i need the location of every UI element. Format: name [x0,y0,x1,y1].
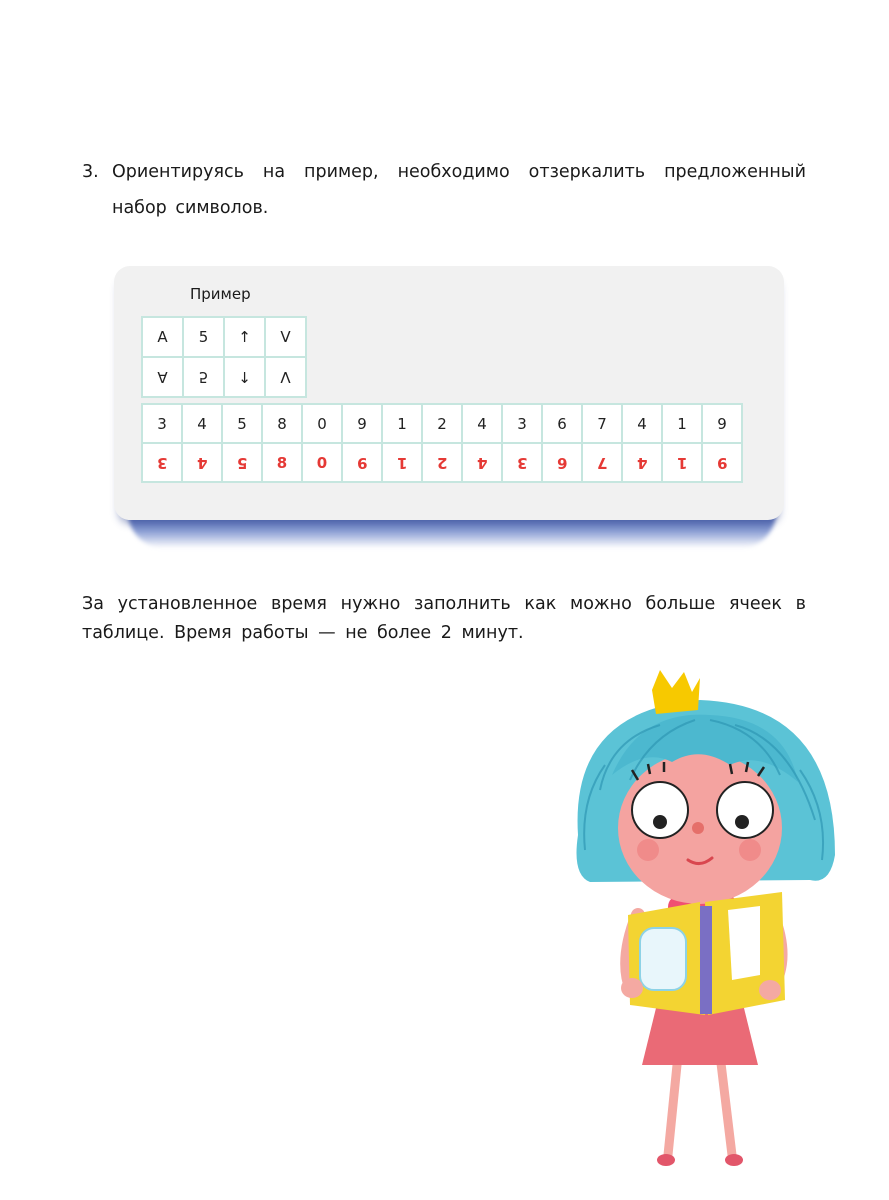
task-cell: 4 [462,404,502,443]
task-cell: 4 [182,404,222,443]
example-mirrored-cell: 5 [183,357,224,397]
task-number: 3. [82,162,99,182]
task-cell: 1 [382,404,422,443]
task-cell: 3 [502,404,542,443]
task-mirrored-cell: 4 [462,443,502,482]
task-instruction: Ориентируясь на пример, необходимо отзеркалить предложенный набор символов. [112,162,806,218]
task-cell: 3 [142,404,182,443]
girl-reading-book-illustration [560,670,850,1175]
task-cell: 4 [622,404,662,443]
task-mirrored-cell: 3 [502,443,542,482]
task-cell: 8 [262,404,302,443]
example-cell: 5 [183,317,224,357]
task-mirrored-cell: 2 [422,443,462,482]
task-cell: 9 [342,404,382,443]
task-mirrored-cell: 5 [222,443,262,482]
example-mirrored-cell: V [265,357,306,397]
example-grid [141,316,307,398]
task-mirrored-cell: 1 [662,443,702,482]
example-cell: ↑ [224,317,265,357]
task-grid [141,403,743,483]
task-cell: 9 [702,404,742,443]
task-mirrored-cell: 9 [342,443,382,482]
task-row-mirrored [142,443,742,482]
example-row-mirrored [142,357,306,397]
task-mirrored-cell: 4 [622,443,662,482]
example-cell: V [265,317,306,357]
task-3 [82,154,806,226]
task-mirrored-cell: 0 [302,443,342,482]
task-cell: 5 [222,404,262,443]
task-mirrored-cell: 9 [702,443,742,482]
example-cell: A [142,317,183,357]
task-cell: 2 [422,404,462,443]
example-row-original [142,317,306,357]
task-cell: 1 [662,404,702,443]
task-mirrored-cell: 3 [142,443,182,482]
task-mirrored-cell: 6 [542,443,582,482]
example-mirrored-cell: A [142,357,183,397]
example-label: Пример [190,285,251,303]
task-mirrored-cell: 4 [182,443,222,482]
task-mirrored-cell: 8 [262,443,302,482]
task-cell: 6 [542,404,582,443]
time-limit-note: За установленное время нужно заполнить как можно больше ячеек в таблице. Время работы — не более 2 минут. [82,594,806,643]
example-mirrored-cell: ↑ [224,357,265,397]
task-cell: 7 [582,404,622,443]
task-mirrored-cell: 7 [582,443,622,482]
task-mirrored-cell: 1 [382,443,422,482]
task-row-original [142,404,742,443]
task-cell: 0 [302,404,342,443]
